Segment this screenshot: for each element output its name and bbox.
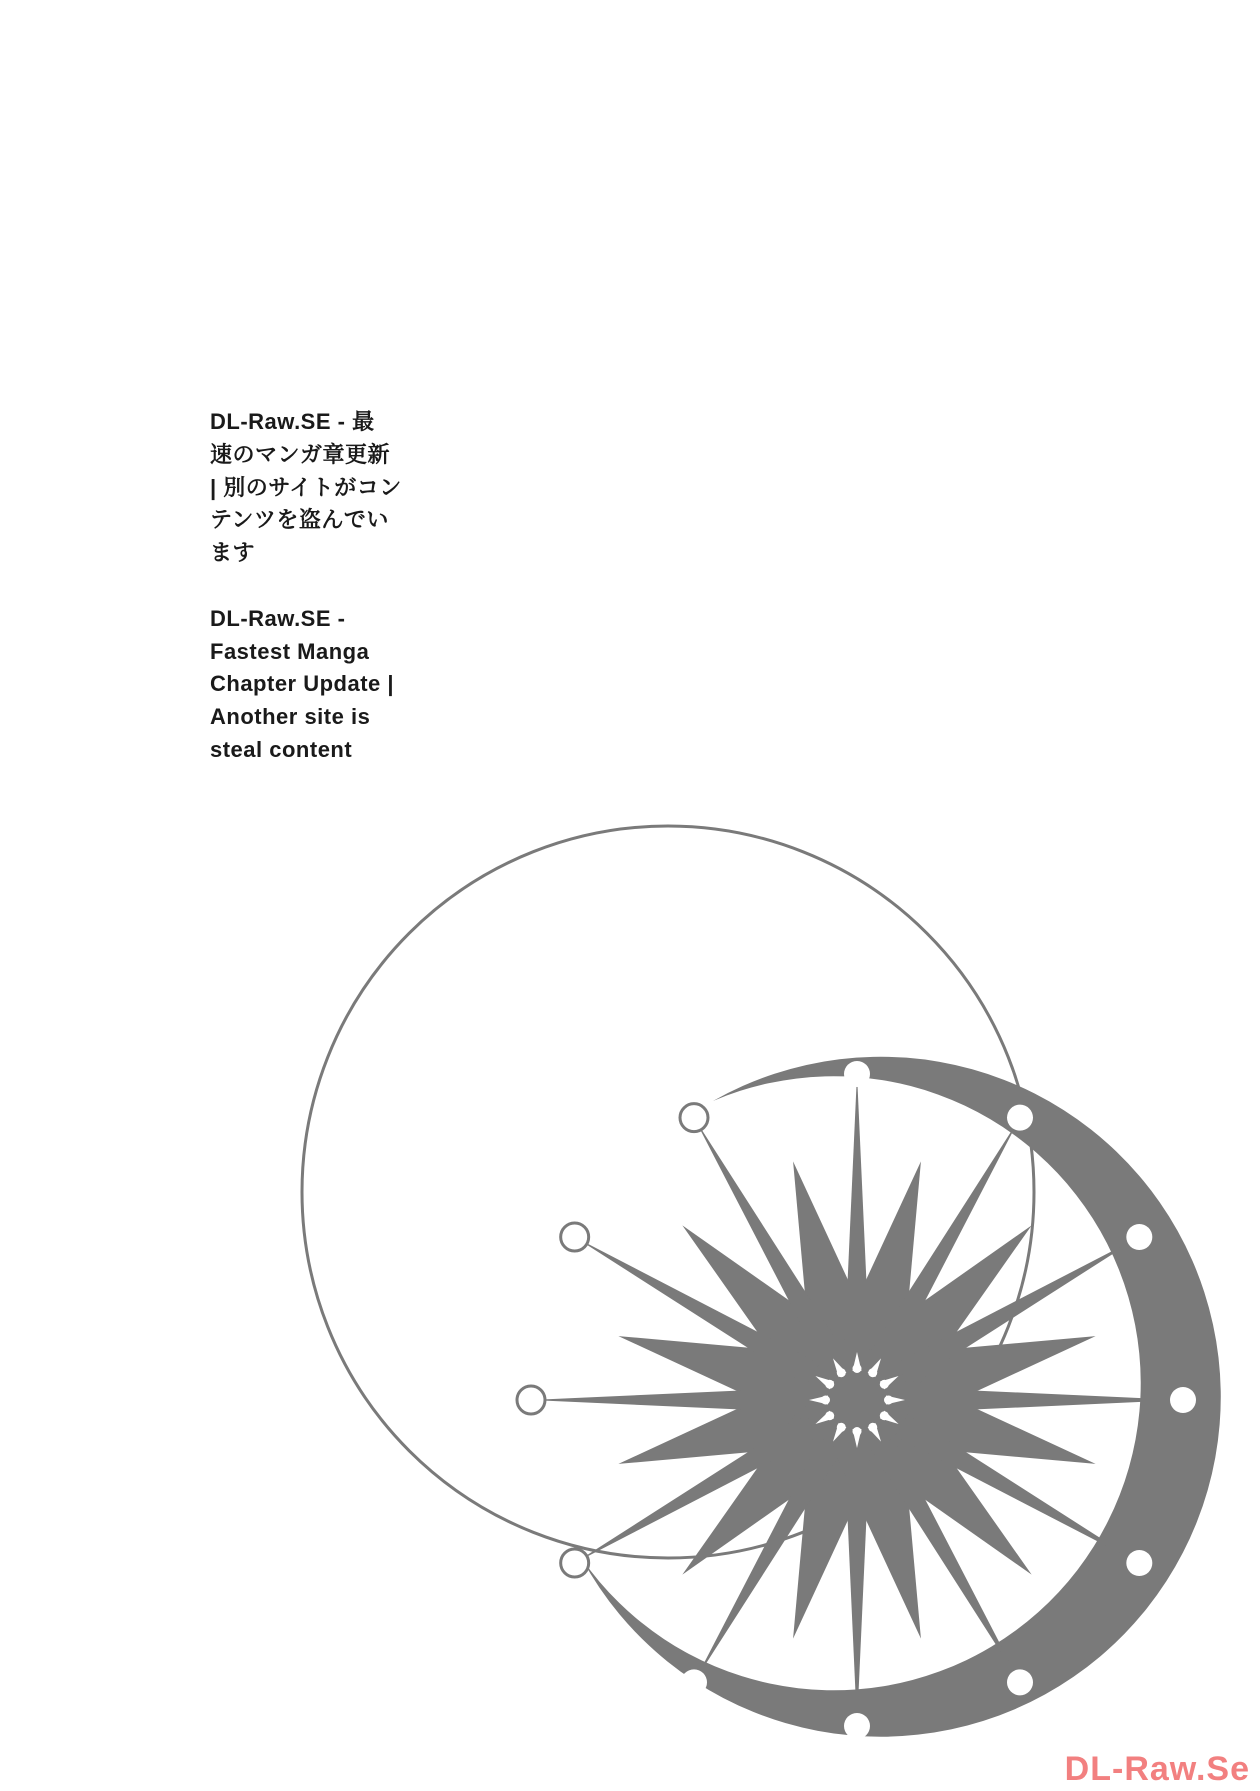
site-watermark: DL-Raw.Se — [1064, 1750, 1250, 1788]
band-hole-icon — [1126, 1550, 1152, 1576]
star-spike — [844, 1074, 870, 1360]
notice-en-line: Chapter Update | — [210, 671, 395, 697]
notice-en-line: Fastest Manga — [210, 638, 370, 664]
notice-ja-line: DL-Raw.SE - 最 — [210, 409, 375, 434]
tip-ring-icon — [517, 1386, 545, 1414]
band-hole-icon — [1170, 1387, 1196, 1413]
band-hole-icon — [844, 1061, 870, 1087]
band-hole-icon — [681, 1669, 707, 1695]
star-spike — [531, 1387, 817, 1413]
notice-ja-line: ます — [210, 540, 256, 566]
notice-ja-line: | 別のサイトがコン — [210, 474, 402, 500]
tip-ring-icon — [561, 1549, 589, 1577]
notice-ja-line: テンツを盗んでい — [210, 507, 389, 533]
notice-en-line: steal content — [210, 736, 353, 762]
tip-ring-icon — [680, 1104, 708, 1132]
notice-en-line: Another site is — [210, 704, 371, 730]
tip-ring-icon — [561, 1223, 589, 1251]
notice-ja-line: 速のマンガ章更新 — [210, 441, 391, 467]
band-hole-icon — [1007, 1669, 1033, 1695]
notice-en-line: DL-Raw.SE - — [210, 605, 346, 631]
band-hole-icon — [1007, 1105, 1033, 1131]
band-hole-icon — [1126, 1224, 1152, 1250]
band-hole-icon — [844, 1713, 870, 1739]
star-spike — [844, 1440, 870, 1726]
